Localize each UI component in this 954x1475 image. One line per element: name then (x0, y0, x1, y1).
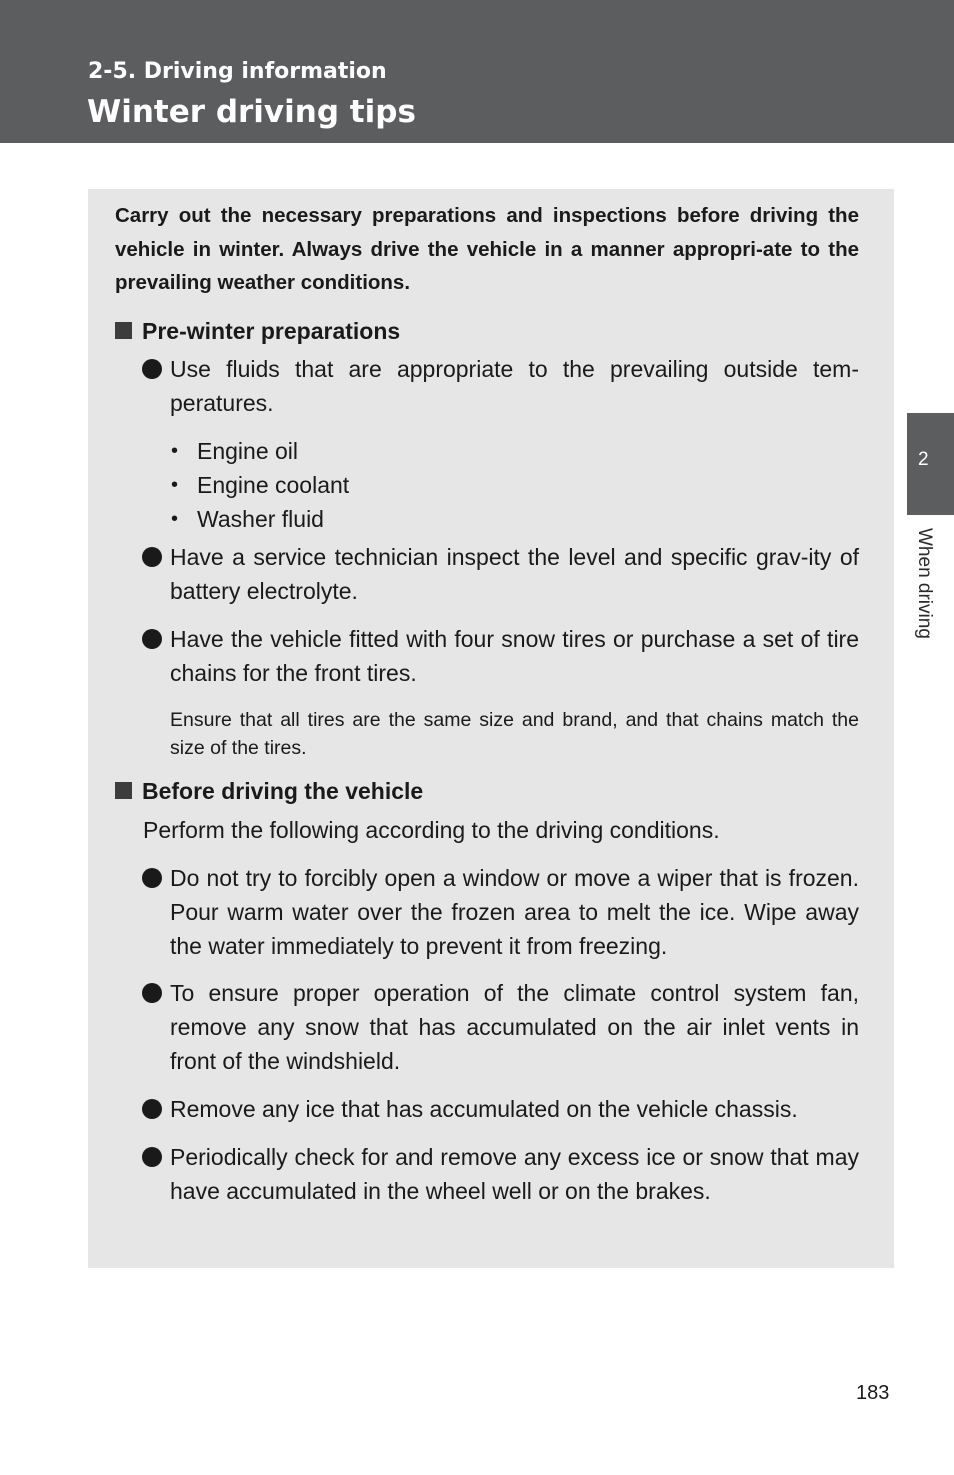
round-bullet-icon (142, 1099, 162, 1119)
bullet-tires: Have the vehicle fitted with four snow tires or purchase a set of tire chains for the front tires. (170, 626, 859, 686)
heading-before-driving (115, 776, 423, 806)
bullet-air-inlet: To ensure proper operation of the climate control system fan, remove any snow that has accumulated on the air inlet vents in front of the windshield. (170, 980, 859, 1074)
chapter-label: When driving (914, 528, 935, 639)
fluid-item: Engine oil (197, 438, 299, 464)
round-bullet-icon (142, 983, 162, 1003)
square-bullet-icon (115, 782, 132, 799)
heading-pre-winter-text: Pre-winter preparations (142, 318, 401, 344)
before-driving-intro: Perform the following according to the driving conditions. (143, 817, 720, 843)
fluid-item: Engine coolant (197, 472, 350, 498)
round-bullet-icon (142, 1147, 162, 1167)
chapter-number: 2 (918, 449, 929, 470)
round-bullet-icon (142, 359, 162, 379)
round-bullet-icon (142, 868, 162, 888)
fluid-item: Washer fluid (197, 506, 324, 532)
heading-pre-winter (115, 316, 400, 346)
heading-before-driving-text: Before driving the vehicle (142, 778, 424, 804)
bullet-chassis-ice: Remove any ice that has accumulated on the vehicle chassis. (170, 1096, 798, 1122)
bullet-battery: Have a service technician inspect the level and specific grav-ity of battery electrolyte. (170, 544, 859, 604)
dot-bullet-icon: • (171, 440, 179, 462)
page-title: Winter driving tips (87, 94, 416, 130)
intro-text: Carry out the necessary preparations and inspections before driving the vehicle in winter. Always drive the vehicle in a manner appropri-ate to the prevailing weather conditions. (115, 204, 859, 294)
tire-note: Ensure that all tires are the same size and brand, and that chains match the size of the tires. (170, 709, 859, 759)
page-number: 183 (856, 1382, 890, 1404)
bullet-frozen-window: Do not try to forcibly open a window or move a wiper that is frozen. Pour warm water over the frozen area to melt the ice. Wipe away the water immediately to prevent it from freezing. (170, 865, 859, 959)
round-bullet-icon (142, 547, 162, 567)
dot-bullet-icon: • (171, 508, 179, 530)
dot-bullet-icon: • (171, 474, 179, 496)
bullet-fluids: Use fluids that are appropriate to the prevailing outside tem-peratures. (170, 356, 859, 416)
bullet-wheel-well: Periodically check for and remove any excess ice or snow that may have accumulated in the wheel well or on the brakes. (170, 1144, 859, 1204)
section-label: 2-5. Driving information (88, 59, 387, 84)
round-bullet-icon (142, 629, 162, 649)
square-bullet-icon (115, 322, 132, 339)
chapter-tab (907, 413, 954, 515)
